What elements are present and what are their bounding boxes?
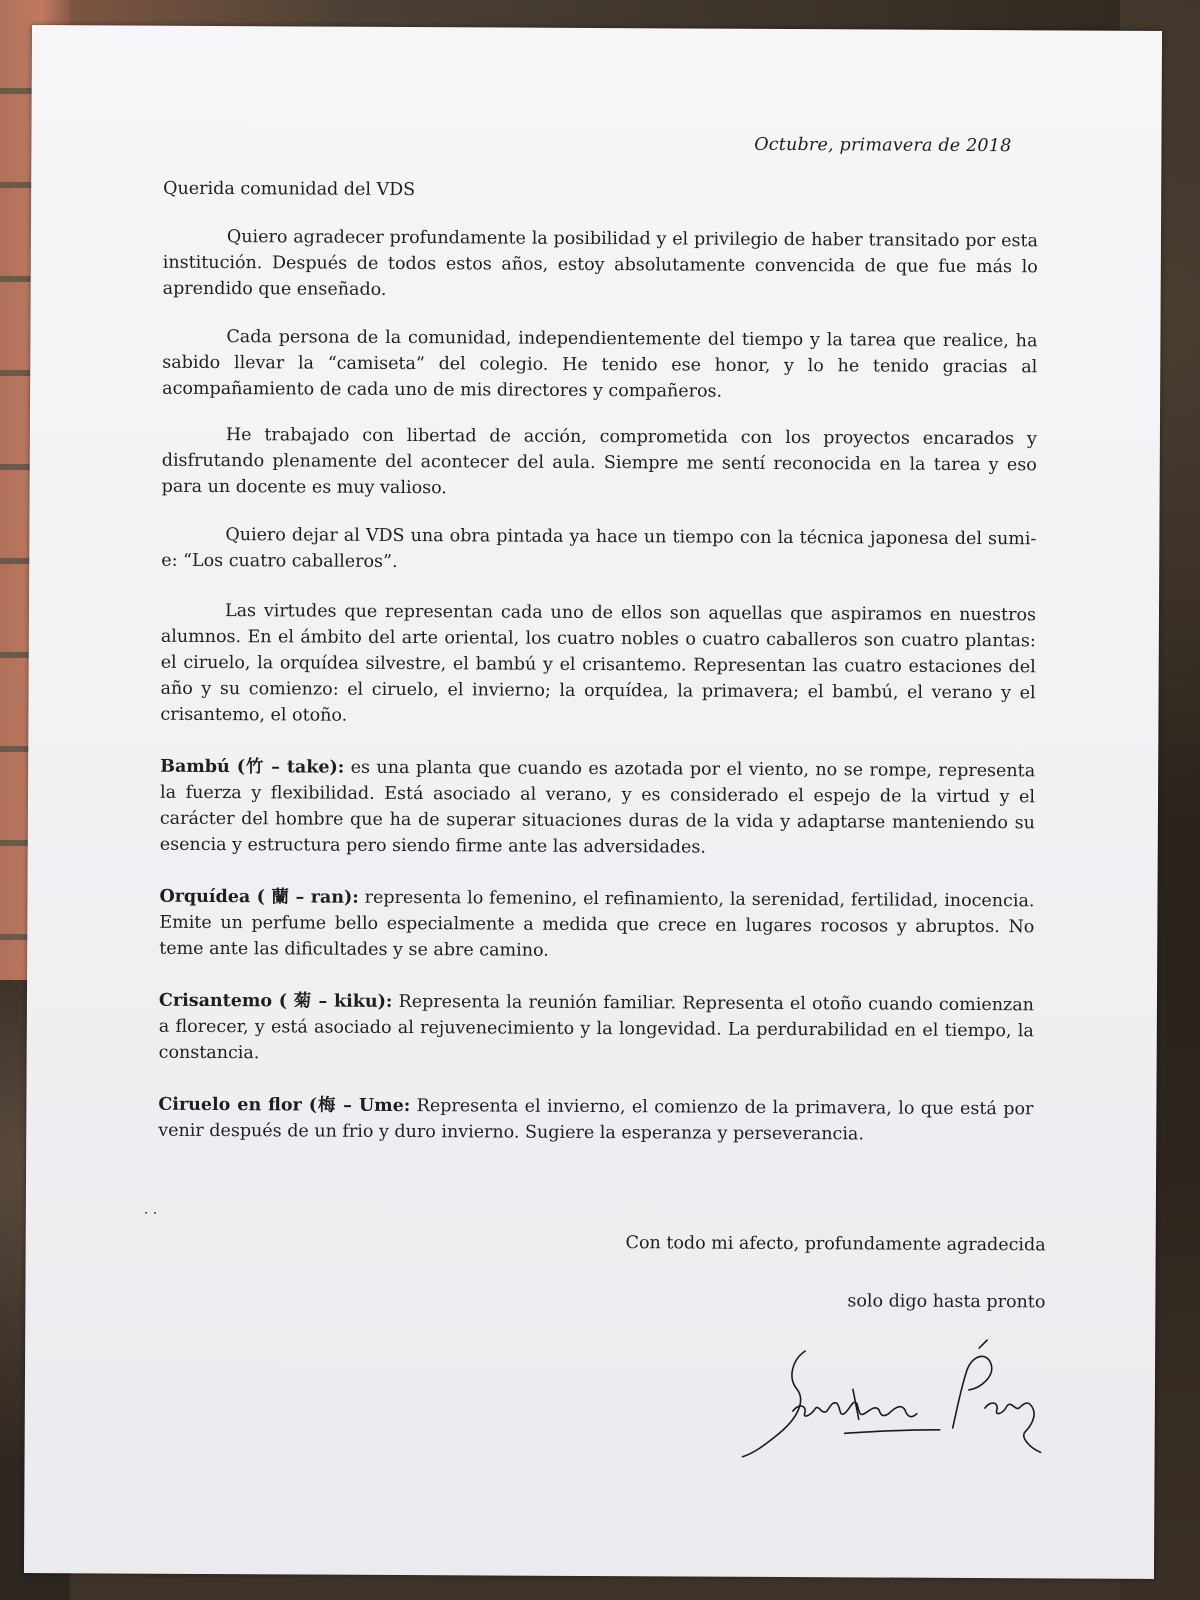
letter-salutation: Querida comunidad del VDS xyxy=(163,178,416,201)
plant-text-plum: Representa el invierno, el comienzo de la primavera, lo que está por venir después de un frio y duro invierno. Sugiere la esperanza y perseverancia. xyxy=(158,1096,1034,1145)
plant-plum xyxy=(158,1092,1033,1149)
plant-term-chrysanthemum: Crisantemo ( 菊 – kiku): xyxy=(158,990,393,1012)
paragraph-virtues: Las virtudes que representan cada uno de ellos son aquellas que aspiramos en nuestros alumnos. En el ámbito del arte oriental, los cuatro nobles o cuatro caballeros son cuatro plantas: el ciruelo, la orquídea silvestre, el bambú y el crisantemo. Representan las cuatro estaciones del año y su comienzo: el ciruelo, el invierno; la orquídea, la primavera; el bambú, el verano y el crisantemo, el otoño. xyxy=(160,601,1037,726)
handwritten-signature xyxy=(735,1329,1056,1461)
plant-bamboo xyxy=(160,754,1036,863)
plant-orchid xyxy=(159,884,1034,967)
closing-farewell: solo digo hasta pronto xyxy=(847,1291,1046,1313)
plant-term-bamboo: Bambú (竹 – take): xyxy=(160,756,345,778)
letter-page xyxy=(24,25,1162,1579)
plant-term-orchid: Orquídea ( 蘭 – ran): xyxy=(159,886,359,908)
plant-text-orchid: representa lo femenino, el refinamiento, la serenidad, fertilidad, inocencia. Emite un perfume bello especialmente a medida que crece en lugares rocosos y abruptos. No teme ante las dificultades y se abre camino. xyxy=(159,887,1035,961)
paragraph-community: Cada persona de la comunidad, independientemente del tiempo y la tarea que realice, ha sabido llevar la “camiseta” del colegio. He tenido ese honor, y lo he tenido gracias al acompañamiento de cada uno de mis directores y compañeros. xyxy=(162,327,1038,402)
plant-chrysanthemum xyxy=(159,988,1034,1071)
plant-text-chrysanthemum: Representa la reunión familiar. Representa el otoño cuando comienzan a florecer, y está asociado al rejuvenecimiento y la longevidad. La perdurabilidad en el tiempo, la constancia. xyxy=(158,991,1034,1064)
paragraph-artwork: Quiero dejar al VDS una obra pintada ya hace un tiempo con la técnica japonesa del sumi-e: “Los cuatro caballeros”. xyxy=(161,525,1037,572)
plant-term-plum: Ciruelo en flor (梅 – Ume: xyxy=(158,1094,411,1117)
letter-date: Octubre, primavera de 2018 xyxy=(754,134,1012,157)
paragraph-work: He trabajado con libertad de acción, comprometida con los proyectos encarados y disfrutando plenamente del acontecer del aula. Siempre me sentí reconocida en la tarea y eso para un docente es muy valioso. xyxy=(161,425,1037,499)
paragraph-gratitude: Quiero agradecer profundamente la posibilidad y el privilegio de haber transitado por esta institución. Después de todos estos años, estoy absolutamente convencida de que fue más lo aprendido que enseñado. xyxy=(162,227,1038,300)
plant-text-bamboo: es una planta que cuando es azotada por el viento, no se rompe, representa la fuerza y flexibilidad. Está asociado al verano, y es considerado el espejo de la virtud y el carácter del hombre que ha de superar situaciones duras de la vida y adaptarse manteniendo su esencia y estructura pero siendo firme ante las adversidades. xyxy=(159,757,1036,858)
stray-marks: · · xyxy=(143,1205,158,1222)
closing-line: Con todo mi afecto, profundamente agradecida xyxy=(625,1233,1046,1256)
